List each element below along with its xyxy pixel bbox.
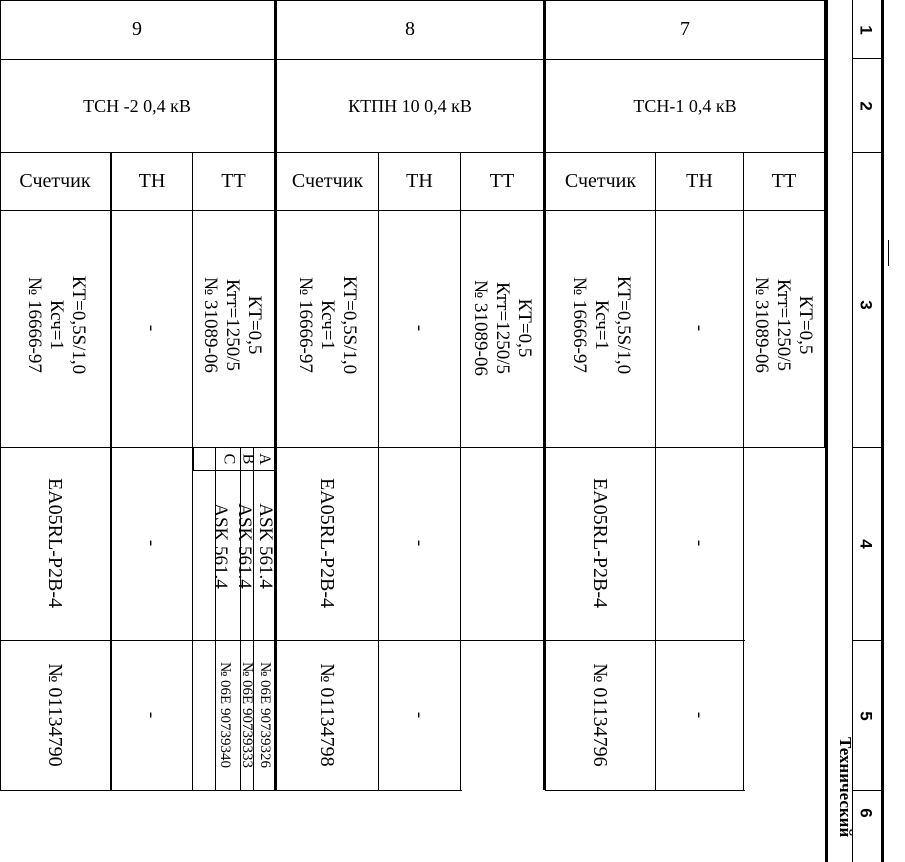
strip-line (852, 640, 882, 641)
grid-line (0, 447, 826, 448)
header-meter: Счетчик (19, 170, 91, 192)
row-number: 6 (856, 808, 876, 818)
meter-params: КТ=0,5S/1,0 Ксч=1 № 16666-97 (24, 275, 89, 375)
strip-line (852, 790, 882, 791)
grid-line (545, 790, 745, 791)
meter-serial: № 01134798 (316, 663, 338, 767)
row-number: 4 (856, 539, 876, 549)
header-tn: ТН (406, 170, 433, 192)
grid-line (460, 152, 461, 790)
strip-line (852, 447, 882, 448)
strip-title: Технический (836, 737, 855, 838)
meter-params: КТ=0,5S/1,0 Ксч=1 № 16666-97 (295, 275, 360, 375)
group-number: 9 (132, 18, 142, 40)
tn-serial: - (689, 711, 710, 719)
grid-line (192, 152, 193, 790)
grid-line (743, 152, 744, 790)
phase-label: B (238, 453, 256, 465)
strip-line (825, 0, 828, 862)
tt-phase-serial: № 06E 90739340 (217, 662, 233, 768)
row-number: 5 (856, 711, 876, 721)
strip-line (881, 0, 884, 862)
meter-serial: № 01134796 (589, 663, 611, 767)
strip-line (852, 0, 853, 862)
meter-serial: № 01134790 (44, 663, 66, 767)
tt-phase-serial: № 06E 90739333 (239, 662, 255, 768)
tn-serial: - (141, 711, 162, 719)
group-name: КТПН 10 0,4 кВ (348, 95, 472, 116)
tt-params: КТ=0,5 Ктт=1250/5 № 31089-06 (751, 277, 816, 373)
strip-line (852, 152, 882, 153)
grid-line (0, 790, 462, 791)
group-number: 7 (680, 18, 690, 40)
tt-phase-serial: № 06E 90739326 (257, 662, 273, 768)
grid-line (193, 470, 275, 471)
tt-params: КТ=0,5 Ктт=1250/5 № 31089-06 (200, 277, 265, 373)
grid-line (110, 152, 112, 790)
grid-line (193, 448, 194, 470)
header-meter: Счетчик (291, 170, 364, 192)
group-name: ТСН -2 0,4 кВ (83, 95, 191, 116)
meter-type: EA05RL-P2B-4 (589, 478, 611, 608)
row-number: 2 (856, 101, 876, 111)
tn-params: - (409, 324, 430, 332)
meter-type: EA05RL-P2B-4 (316, 478, 338, 608)
tn-params: - (689, 324, 710, 332)
tn-type: - (689, 539, 710, 547)
header-tn: ТН (686, 170, 713, 192)
header-tt: ТТ (489, 170, 515, 192)
grid-line (655, 152, 656, 790)
tn-serial: - (409, 711, 430, 719)
tt-params: КТ=0,5 Ктт=1250/5 № 31089-06 (470, 280, 535, 376)
group-number: 8 (405, 18, 415, 40)
header-tt: ТТ (221, 170, 246, 192)
phase-label: A (256, 453, 273, 465)
phase-label: C (219, 453, 237, 465)
meter-params: КТ=0,5S/1,0 Ксч=1 № 16666-97 (569, 275, 634, 375)
group-name: ТСН-1 0,4 кВ (633, 95, 737, 116)
tt-phase-type: ASK 561.4 (210, 503, 231, 589)
header-tn: ТН (138, 170, 166, 192)
grid-line (0, 210, 826, 211)
strip-line (888, 240, 889, 266)
grid-line (378, 152, 379, 790)
strip-line (852, 58, 882, 59)
row-number: 3 (856, 300, 876, 310)
row-number: 1 (856, 25, 876, 35)
tn-type: - (141, 539, 162, 547)
tn-params: - (141, 324, 162, 332)
tt-phase-type: ASK 561.4 (234, 503, 255, 589)
tn-type: - (409, 539, 430, 547)
tt-phase-type: ASK 561.4 (255, 503, 276, 589)
meter-type: EA05RL-P2B-4 (44, 478, 66, 608)
header-meter: Счетчик (564, 170, 637, 192)
header-tt: ТТ (771, 170, 797, 192)
